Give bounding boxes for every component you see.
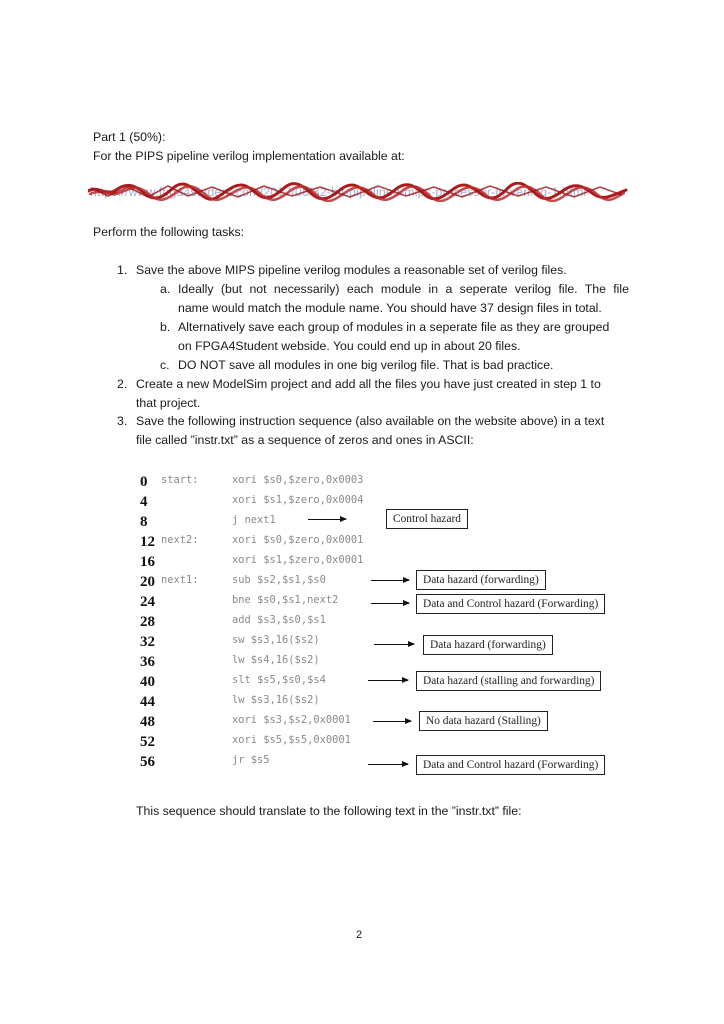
- hazard-box: No data hazard (Stalling): [419, 711, 548, 731]
- item-3-line2: file called ”instr.txt” as a sequence of zeros and ones in ASCII:: [136, 433, 474, 447]
- program-instruction: add $s3,$s0,$s1: [232, 614, 326, 626]
- item-1b-line2: on FPGA4Student webside. You could end up in about 20 files.: [178, 339, 521, 353]
- arrow-icon: [308, 519, 346, 520]
- scribble-redaction: [88, 182, 628, 202]
- program-address: 44: [140, 694, 155, 710]
- arrow-icon: [371, 603, 409, 604]
- program-instruction: xori $s3,$s2,0x0001: [232, 714, 351, 726]
- program-address: 52: [140, 734, 155, 750]
- link-url[interactable]: https://www.fpga4student.com/2017/06/32-bit-pipelined-mips-processor-in-verilog-1.html: [90, 185, 587, 199]
- item-2-line2: that project.: [136, 396, 201, 410]
- program-instruction: jr $s5: [232, 754, 270, 766]
- program-address: 36: [140, 654, 155, 670]
- hazard-box: Data hazard (forwarding): [416, 570, 546, 590]
- arrow-icon: [368, 764, 408, 765]
- item-2-number: 2.: [117, 377, 128, 391]
- arrow-icon: [374, 644, 414, 645]
- item-2-line1: Create a new ModelSim project and add all the files you have just created in step 1 to: [136, 377, 601, 391]
- hazard-box: Control hazard: [386, 509, 468, 529]
- perform-text: Perform the following tasks:: [93, 225, 245, 239]
- item-1a-marker: a.: [160, 282, 171, 296]
- item-1b-marker: b.: [160, 320, 171, 334]
- program-address: 20: [140, 574, 155, 590]
- program-instruction: sw $s3,16($s2): [232, 634, 320, 646]
- item-1c-line1: DO NOT save all modules in one big verilog file. That is bad practice.: [178, 358, 554, 372]
- item-1-text: Save the above MIPS pipeline verilog modules a reasonable set of verilog files.: [136, 263, 567, 277]
- program-instruction: sub $s2,$s1,$s0: [232, 574, 326, 586]
- program-address: 56: [140, 754, 155, 770]
- program-instruction: lw $s3,16($s2): [232, 694, 320, 706]
- program-instruction: slt $s5,$s0,$s4: [232, 674, 326, 686]
- program-label: start:: [161, 474, 199, 486]
- part-heading: Part 1 (50%):: [93, 130, 166, 144]
- arrow-icon: [373, 721, 411, 722]
- program-instruction: xori $s0,$zero,0x0003: [232, 474, 364, 486]
- program-address: 16: [140, 554, 155, 570]
- program-instruction: j next1: [232, 514, 276, 526]
- program-address: 40: [140, 674, 155, 690]
- program-instruction: xori $s1,$zero,0x0001: [232, 554, 364, 566]
- program-instruction: xori $s0,$zero,0x0001: [232, 534, 364, 546]
- redacted-link[interactable]: [88, 182, 628, 202]
- program-address: 0: [140, 474, 148, 490]
- arrow-icon: [368, 680, 408, 681]
- item-3-number: 3.: [117, 414, 128, 428]
- program-address: 32: [140, 634, 155, 650]
- program-address: 48: [140, 714, 155, 730]
- item-1-number: 1.: [117, 263, 128, 277]
- item-1b-line1: Alternatively save each group of modules in a seperate file as they are grouped: [178, 320, 610, 334]
- hazard-box: Data hazard (forwarding): [423, 635, 553, 655]
- hazard-box: Data and Control hazard (Forwarding): [416, 755, 605, 775]
- program-instruction: bne $s0,$s1,next2: [232, 594, 339, 606]
- program-address: 8: [140, 514, 148, 530]
- program-instruction: lw $s4,16($s2): [232, 654, 320, 666]
- program-label: next1:: [161, 574, 199, 586]
- program-address: 4: [140, 494, 148, 510]
- item-1c-marker: c.: [160, 358, 170, 372]
- item-1a-line1: Ideally (but not necessarily) each module in a seperate verilog file. The file: [178, 282, 629, 296]
- program-address: 24: [140, 594, 155, 610]
- program-instruction: xori $s5,$s5,0x0001: [232, 734, 351, 746]
- closing-text: This sequence should translate to the following text in the ”instr.txt” file:: [136, 804, 522, 818]
- hazard-box: Data and Control hazard (Forwarding): [416, 594, 605, 614]
- program-address: 28: [140, 614, 155, 630]
- hazard-box: Data hazard (stalling and forwarding): [416, 671, 601, 691]
- intro-text: For the PIPS pipeline verilog implementation available at:: [93, 149, 405, 163]
- item-1a-line2: name would match the module name. You should have 37 design files in total.: [178, 301, 602, 315]
- arrow-icon: [371, 580, 409, 581]
- item-3-line1: Save the following instruction sequence (also available on the website above) in a text: [136, 414, 605, 428]
- program-address: 12: [140, 534, 155, 550]
- program-label: next2:: [161, 534, 199, 546]
- program-instruction: xori $s1,$zero,0x0004: [232, 494, 364, 506]
- page-number: 2: [356, 929, 363, 941]
